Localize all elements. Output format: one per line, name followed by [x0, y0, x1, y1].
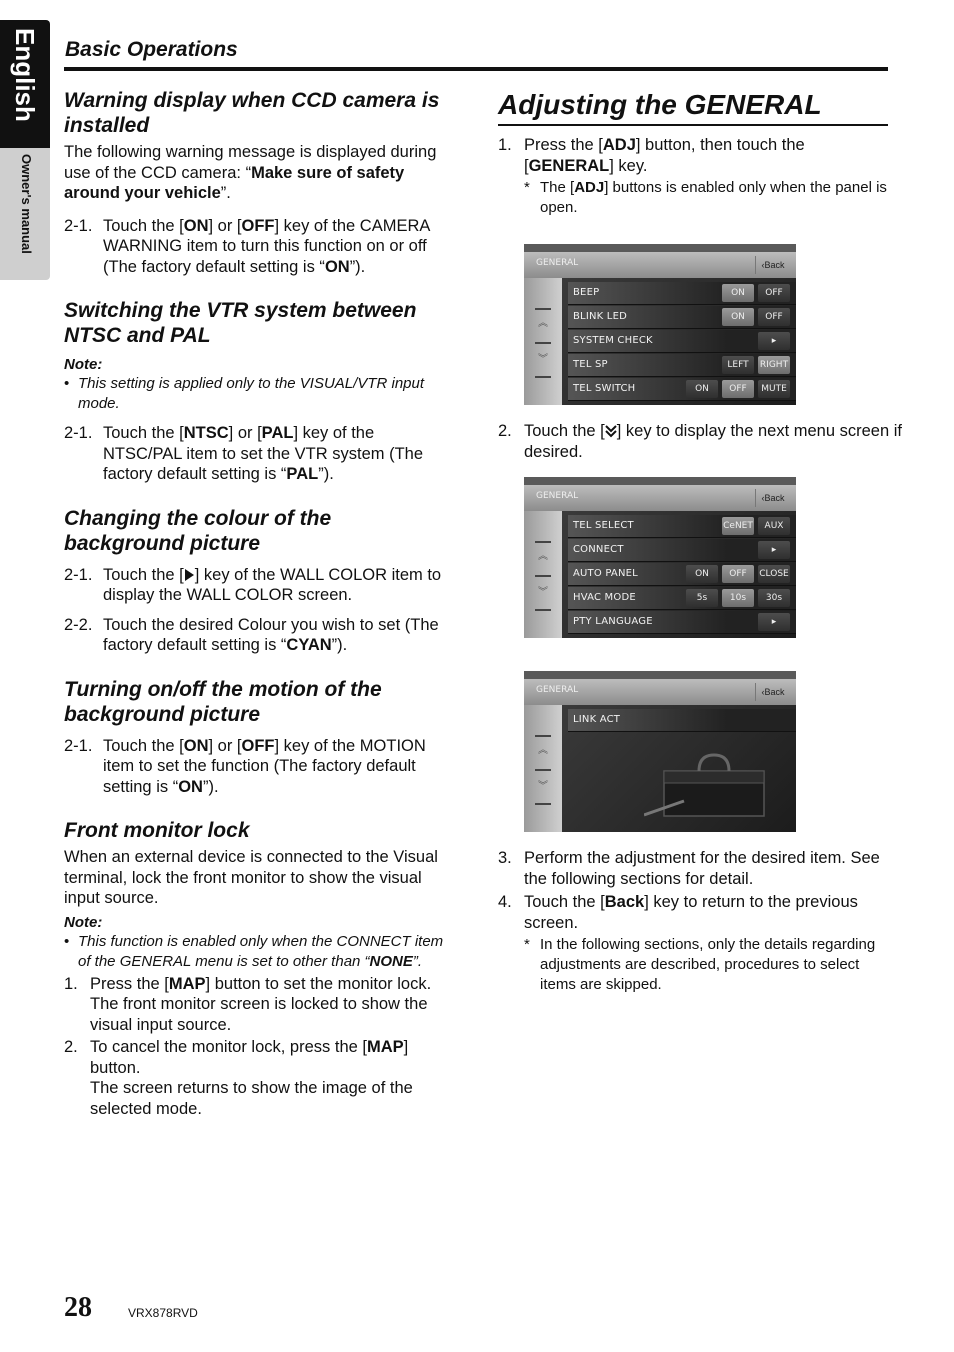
- screen-titlebar: GENERAL ‹Back: [524, 252, 796, 278]
- auto-panel-off-button[interactable]: OFF: [722, 565, 754, 583]
- general-step-4-note: * In the following sections, only the details regarding adjustments are described, procedures to select items are skipped.: [524, 936, 876, 993]
- menu-row-auto-panel[interactable]: AUTO PANEL ON OFF CLOSE: [568, 563, 796, 586]
- model-number: VRX878RVD: [128, 1306, 198, 1320]
- menu-row-tel-select[interactable]: TEL SELECT CeNET AUX: [568, 515, 796, 538]
- language-side-tab: [0, 20, 50, 280]
- language-label: English: [10, 28, 40, 122]
- back-arrow-icon: ‹: [761, 493, 765, 503]
- motion-step: 2-1. Touch the [ON] or [OFF] key of the MOTION item to set the function (The factory default setting is “ON”).: [64, 736, 426, 796]
- back-arrow-icon: ‹: [761, 260, 765, 270]
- pty-language-arrow-icon[interactable]: ▸: [758, 613, 790, 631]
- general-screen-3: [524, 671, 796, 832]
- warning-step: 2-1. Touch the [ON] or [OFF] key of the CAMERA WARNING item to turn this function on or off (The factory default setting is “ON”).: [64, 216, 430, 276]
- back-button[interactable]: ‹Back: [755, 489, 790, 507]
- screen-titlebar: GENERAL ‹Back: [524, 679, 796, 705]
- beep-off-button[interactable]: OFF: [758, 284, 790, 302]
- general-step-3: 3. Perform the adjustment for the desired item. See the following sections for detail.: [498, 849, 880, 888]
- general-screen-2: [524, 477, 796, 638]
- lock-intro: When an external device is connected to the Visual terminal, lock the front monitor to show the visual input source.: [64, 848, 438, 907]
- header-rule: [64, 67, 888, 71]
- general-step-4: 4. Touch the [Back] key to return to the previous screen.: [498, 893, 858, 932]
- menu-row-connect[interactable]: CONNECT ▸: [568, 539, 796, 562]
- auto-panel-on-button[interactable]: ON: [686, 565, 718, 583]
- system-check-arrow-icon[interactable]: ▸: [758, 332, 790, 350]
- double-chevron-down-icon: [605, 423, 617, 437]
- general-step-2: 2. Touch the [ ] key to display the next menu screen if desired.: [498, 422, 902, 461]
- motion-heading: Turning on/off the motion of the background picture: [64, 677, 382, 726]
- menu-row-blink-led[interactable]: BLINK LED ON OFF: [568, 306, 796, 329]
- tel-switch-on-button[interactable]: ON: [686, 380, 718, 398]
- tel-switch-off-button[interactable]: OFF: [722, 380, 754, 398]
- colour-step-2: 2-2. Touch the desired Colour you wish to set (The factory default setting is “CYAN”).: [64, 615, 439, 654]
- vtr-note-label: Note:: [64, 356, 103, 373]
- scroll-down-icon[interactable]: ︾: [538, 587, 548, 598]
- colour-heading: Changing the colour of the background picture: [64, 506, 332, 555]
- menu-row-hvac-mode[interactable]: HVAC MODE 5s 10s 30s: [568, 587, 796, 610]
- menu-row-tel-sp[interactable]: TEL SP LEFT RIGHT: [568, 354, 796, 377]
- menu-row-link-act[interactable]: LINK ACT: [568, 709, 796, 732]
- scroll-down-icon[interactable]: ︾: [538, 781, 548, 792]
- right-column: [498, 88, 888, 218]
- menu-row-pty-language[interactable]: PTY LANGUAGE ▸: [568, 611, 796, 634]
- lock-heading: Front monitor lock: [64, 819, 250, 842]
- back-button[interactable]: ‹Back: [755, 256, 790, 274]
- hvac-10s-button[interactable]: 10s: [722, 589, 754, 607]
- vtr-step: 2-1. Touch the [NTSC] or [PAL] key of the NTSC/PAL item to set the VTR system (The factory default setting is “PAL”).: [64, 424, 424, 483]
- main-heading-rule: [498, 124, 888, 126]
- hvac-30s-button[interactable]: 30s: [758, 589, 790, 607]
- auto-panel-close-button[interactable]: CLOSE: [758, 565, 790, 583]
- scroll-up-icon[interactable]: ︽: [538, 745, 548, 756]
- tel-select-cenet-button[interactable]: CeNET: [722, 517, 754, 535]
- warning-intro: The following warning message is displayed during use of the CCD camera: “Make sure of safety around your vehicle”.: [64, 143, 437, 202]
- vtr-heading: Switching the VTR system between NTSC and PAL: [64, 299, 417, 347]
- menu-row-system-check[interactable]: SYSTEM CHECK ▸: [568, 330, 796, 353]
- blink-on-button[interactable]: ON: [722, 308, 754, 326]
- blink-off-button[interactable]: OFF: [758, 308, 790, 326]
- section-header: Basic Operations: [65, 38, 238, 61]
- page-number: 28: [64, 1292, 92, 1323]
- tel-sp-right-button[interactable]: RIGHT: [758, 356, 790, 374]
- general-step-1: 1. Press the [ADJ] button, then touch the [GENERAL] key.: [498, 136, 805, 175]
- lock-note-label: Note:: [64, 913, 103, 931]
- colour-step-1: 2-1. Touch the [ ] key of the WALL COLOR item to display the WALL COLOR screen.: [64, 565, 442, 604]
- lock-step-2: 2. To cancel the monitor lock, press the [MAP] button. The screen returns to show the image of the selected mode.: [64, 1038, 413, 1118]
- beep-on-button[interactable]: ON: [722, 284, 754, 302]
- vtr-note: • This setting is applied only to the VISUAL/VTR input mode.: [64, 375, 425, 412]
- right-arrow-icon: [185, 569, 194, 581]
- left-column: [64, 88, 456, 1119]
- general-step-1-note: * The [ADJ] buttons is enabled only when the panel is open.: [524, 179, 887, 216]
- warning-heading: Warning display when CCD camera is installed: [64, 89, 440, 137]
- lock-note: • This function is enabled only when the CONNECT item of the GENERAL menu is set to other than “NONE”.: [64, 932, 444, 970]
- lock-step-1: 1. Press the [MAP] button to set the monitor lock. The front monitor screen is locked to show the visual input source.: [64, 974, 432, 1034]
- manual-label: Owner's manual: [19, 154, 34, 254]
- scroll-bar: [524, 278, 562, 405]
- back-arrow-icon: ‹: [761, 687, 765, 697]
- connect-arrow-icon[interactable]: ▸: [758, 541, 790, 559]
- toolbox-icon: [644, 741, 774, 821]
- main-heading: Adjusting the GENERAL: [498, 89, 822, 120]
- scroll-up-icon[interactable]: ︽: [538, 551, 548, 562]
- tel-select-aux-button[interactable]: AUX: [758, 517, 790, 535]
- menu-row-beep[interactable]: BEEP ON OFF: [568, 282, 796, 305]
- general-screen-1: [524, 244, 796, 405]
- scroll-up-icon[interactable]: ︽: [538, 318, 548, 329]
- menu-row-tel-switch[interactable]: TEL SWITCH ON OFF MUTE: [568, 378, 796, 401]
- scroll-bar: [524, 705, 562, 832]
- scroll-bar: [524, 511, 562, 638]
- general-steps-3-4: [498, 848, 888, 995]
- hvac-5s-button[interactable]: 5s: [686, 589, 718, 607]
- scroll-down-icon[interactable]: ︾: [538, 354, 548, 365]
- tel-sp-left-button[interactable]: LEFT: [722, 356, 754, 374]
- screen-titlebar: GENERAL ‹Back: [524, 485, 796, 511]
- back-button[interactable]: ‹Back: [755, 683, 790, 701]
- tel-switch-mute-button[interactable]: MUTE: [758, 380, 790, 398]
